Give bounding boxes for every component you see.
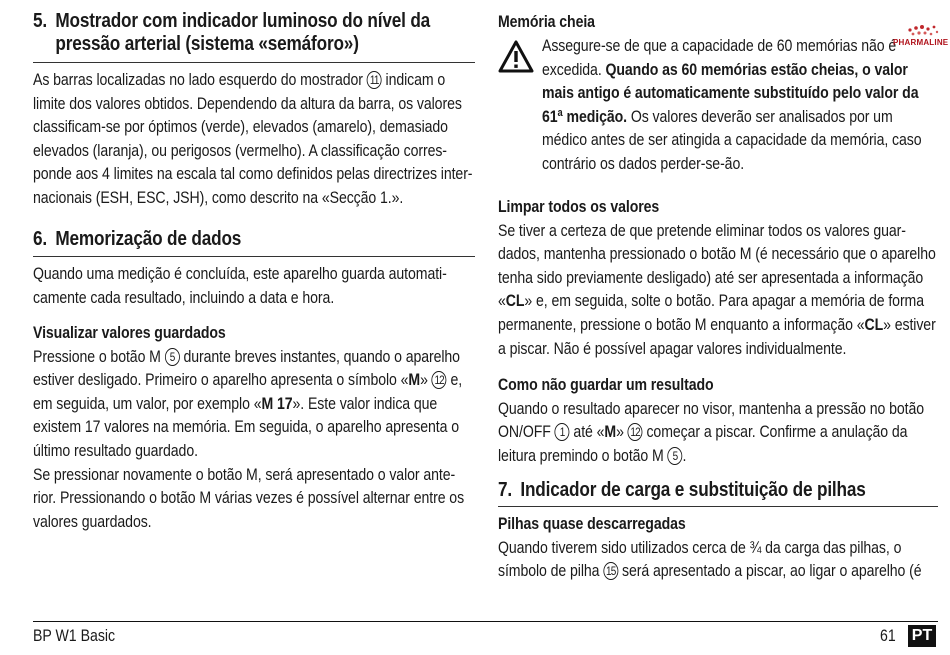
subheading-no-save: Como não guardar um resultado bbox=[498, 375, 714, 394]
clear-all-paragraph: Se tiver a certeza de que pretende eliminar todos os valores guar-dados, mantenha pressionado o botão M (é necessário que o aparelho tenha sido previamente desligado) até ser apresentada a informação «CL» e, em seguida, solte o botão. Para apagar a memória de forma permanente, pressione o botão M enquanto a informação «CL» estiver a piscar. Não é possível apagar valores individualmente. bbox=[498, 220, 936, 358]
ref-badge: 1 bbox=[555, 423, 570, 441]
ref-badge: 5 bbox=[668, 447, 683, 465]
footer-divider bbox=[33, 621, 938, 622]
ref-badge: 11 bbox=[367, 71, 382, 89]
footer-model: BP W1 Basic bbox=[33, 626, 116, 645]
no-save-paragraph: Quando o resultado aparecer no visor, mantenha a pressão no botão ON/OFF 1 até «M» 12 começar a piscar. Confirme a anulação da leitura premindo o botão M 5 . bbox=[498, 398, 925, 465]
ref-badge: 5 bbox=[165, 348, 180, 366]
subheading-low-battery: Pilhas quase descarregadas bbox=[498, 514, 686, 533]
subheading-view-values: Visualizar valores guardados bbox=[33, 323, 226, 342]
ref-badge: 12 bbox=[432, 371, 447, 389]
section-7-heading: 7. Indicador de carga e substituição de pilhas bbox=[498, 479, 866, 501]
section-6-intro: Quando uma medição é concluída, este aparelho guarda automati-camente cada resultado, incluindo a data e hora. bbox=[33, 264, 447, 307]
view-values-paragraph: Pressione o botão M 5 durante breves instantes, quando o aparelho estiver desligado. Primeiro o aparelho apresenta o símbolo «M» 12 e, em seguida, um valor, por exemplo «M 17». Este valor indica que existem 17 valores na memória. Em seguida, o aparelho apresenta o último resultado guardado. bbox=[33, 346, 463, 460]
view-values-paragraph-2: Se pressionar novamente o botão M, será apresentado o valor ante-rior. Pressionando o botão M várias vezes é possível alternar entre os valores guardados. bbox=[33, 464, 465, 531]
section-title: Indicador de carga e substituição de pilhas bbox=[520, 479, 866, 501]
section-title-line1: Mostrador com indicador luminoso do nível da bbox=[55, 10, 431, 32]
warning-icon bbox=[498, 40, 534, 73]
section-5-heading bbox=[33, 10, 474, 56]
low-battery-paragraph: Quando tiverem sido utilizados cerca de ¾ da carga das pilhas, o símbolo de pilha 15 será apresentado a piscar, ao ligar o aparelho (é bbox=[498, 537, 922, 581]
section-title: Memorização de dados bbox=[55, 228, 242, 250]
subheading-memory-full: Memória cheia bbox=[498, 12, 595, 31]
section-title-line2: pressão arterial (sistema «semáforo») bbox=[55, 33, 359, 55]
divider bbox=[498, 506, 938, 507]
page-number: 61 bbox=[880, 626, 896, 645]
section-number: 5. bbox=[33, 10, 48, 32]
section-6-heading: 6. Memorização de dados bbox=[33, 228, 242, 250]
section-5-paragraph: As barras localizadas no lado esquerdo do mostrador 11 indicam o limite dos valores obtidos. Dependendo da altura da barra, os valores classificam-se por óptimos (verde), elevados (amarelo), demasiado elevados (laranja), ou perigosos (vermelho). A classificação corres-ponde aos 4 limites na escala tal como definidos pelas directrizes inter-nacionais (ESH, ESC, JSH), como descrito na «Secção 1.». bbox=[33, 70, 473, 207]
divider bbox=[33, 256, 475, 257]
ref-badge: 15 bbox=[603, 562, 618, 580]
logo-wordmark: PHARMALINE bbox=[893, 38, 949, 47]
language-badge: PT bbox=[908, 625, 936, 647]
subheading-clear-all: Limpar todos os valores bbox=[498, 197, 660, 216]
memory-full-paragraph: Assegure-se de que a capacidade de 60 memórias não é excedida. Quando as 60 memórias estão cheias, o valor mais antigo é automaticamente substituído pelo valor da 61ª medição. Os valores deverão ser analisados por um médico antes de ser atingida a capacidade da memória, caso contrário os dados perder-se-ão. bbox=[542, 36, 922, 173]
ref-badge: 12 bbox=[628, 423, 643, 441]
divider bbox=[33, 62, 475, 63]
